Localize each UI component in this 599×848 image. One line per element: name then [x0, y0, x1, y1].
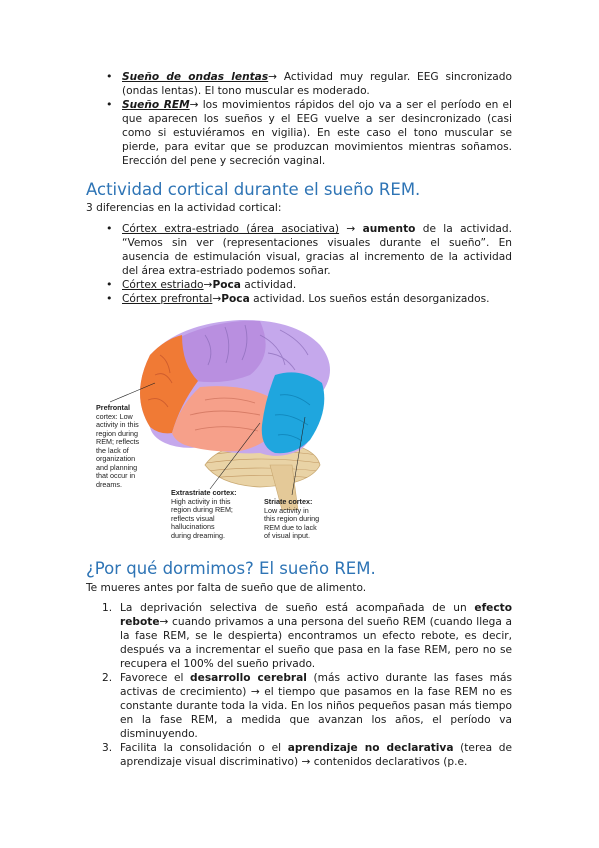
- reasons-list: [102, 601, 512, 769]
- list-item: 3. Facilita la consolidación o el aprendizaje no declarativa (terea de aprendizaje visual discriminativo) → contenidos declarativos (p.e.: [102, 742, 512, 768]
- term-slow-wave: Sueño de ondas lentas: [122, 71, 269, 83]
- heading-cortical-activity: Actividad cortical durante el sueño REM.: [86, 180, 421, 199]
- label-extrastriate: Extrastriate cortex: High activity in this region during REM; reflects visual hallucinations during dreaming.: [171, 488, 237, 540]
- term-rem: Sueño REM: [122, 99, 190, 111]
- heading-why-sleep: ¿Por qué dormimos? El sueño REM.: [86, 559, 376, 578]
- intro-why-sleep: Te mueres antes por falta de sueño que de alimento.: [86, 582, 367, 594]
- list-item: • Córtex prefrontal→Poca actividad. Los sueños están desorganizados.: [106, 292, 512, 306]
- label-prefrontal: Prefrontal cortex: Low activity in this region during REM; reflects the lack of organization and planning that occur in dreams.: [96, 403, 140, 489]
- cortex-list: [106, 222, 512, 306]
- list-item: 1. La deprivación selectiva de sueño está acompañada de un efecto rebote→ cuando privamos a una persona del sueño REM (cuando llega a la fase REM, se le despierta) encontramos un efecto rebote, es decir, después va a incrementar el sueño que pasa en la fase REM, pero no se recupera el 100% del sueño privado.: [102, 602, 512, 670]
- sleep-stage-list: [106, 70, 512, 168]
- list-item: • Córtex extra-estriado (área asociativa) → aumento de la actividad. “Vemos sin ver (representaciones visuales durante el sueño”. En ausencia de estimulación visual, gracias al incremento de la actividad del área extra-estriado podemos soñar.: [106, 222, 512, 278]
- list-item: • Sueño de ondas lentas→ Actividad muy regular. EEG sincronizado (ondas lentas). El tono muscular es moderado.: [106, 70, 512, 98]
- list-item: • Sueño REM→ los movimientos rápidos del ojo va a ser el período en el que aparecen los sueños y el EEG vuelve a ser desincronizado (casi como si estuviéramos en vigilia). En este caso el tono muscular se pierde, para evitar que se produzcan movimientos mientras soñamos. Erección del pene y secreción vaginal.: [106, 98, 512, 168]
- intro-cortical: 3 diferencias en la actividad cortical:: [86, 202, 282, 214]
- list-item: 2. Favorece el desarrollo cerebral (más activo durante las fases más activas de crecimiento) → el tiempo que pasamos en la fase REM no es constante durante toda la vida. En los niños pequeños pasan más tiempo en la fase REM, a medida que avanzan los años, el período va disminuyendo.: [102, 672, 512, 740]
- label-striate: Striate cortex: Low activity in this region during REM due to lack of visual input.: [264, 497, 320, 540]
- list-item: • Córtex estriado→Poca actividad.: [106, 278, 512, 292]
